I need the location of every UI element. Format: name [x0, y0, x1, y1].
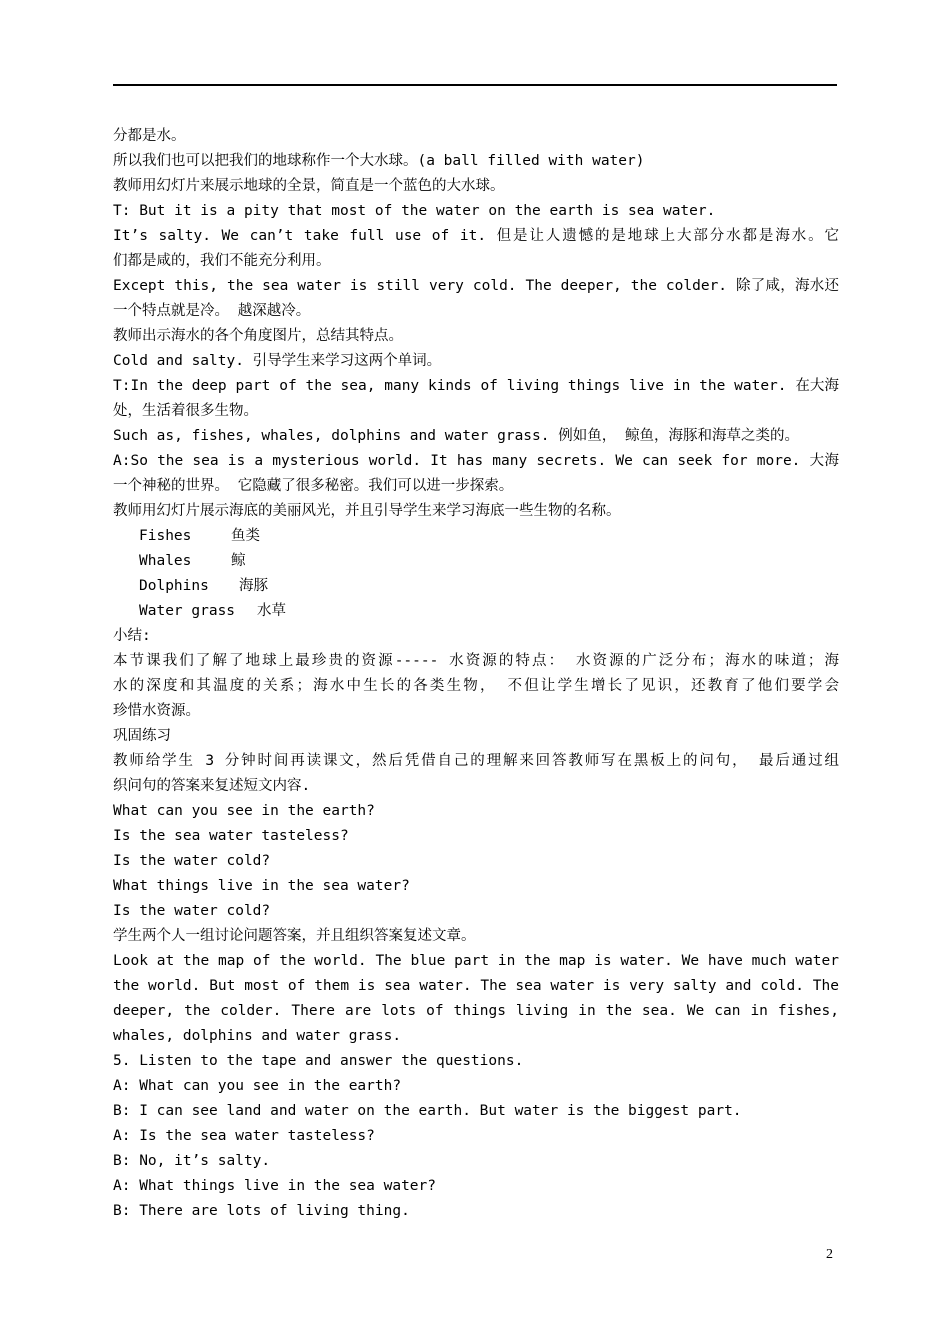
- text-line: 处，生活着很多生物。: [113, 403, 258, 419]
- text-line: 们都是咸的，我们不能充分利用。: [113, 253, 331, 269]
- text-line: 所以我们也可以把我们的地球称作一个大水球。(a ball filled with water): [113, 153, 645, 169]
- text-line: Look at the map of the world. The blue part in the map is water. We have much water: [113, 953, 839, 969]
- vocab-row: [113, 549, 839, 574]
- vocab-row: [113, 599, 839, 624]
- document-body: [113, 124, 839, 1224]
- vocab-english: Whales: [139, 553, 192, 569]
- text-line: Cold and salty. 引导学生来学习这两个单词。: [113, 353, 442, 369]
- section-heading: 巩固练习: [113, 728, 171, 744]
- text-line: It’s salty. We can’t take full use of it. 但是让人遗憾的是地球上大部分水都是海水。它: [113, 228, 839, 244]
- text-line: 本节课我们了解了地球上最珍贵的资源----- 水资源的特点： 水资源的广泛分布；海水的味道；海: [113, 653, 839, 669]
- vocab-chinese: 鱼类: [231, 528, 260, 544]
- dialogue-line: A: What things live in the sea water?: [113, 1178, 437, 1194]
- text-line: 5. Listen to the tape and answer the questions.: [113, 1053, 524, 1069]
- text-line: 一个神秘的世界。 它隐藏了很多秘密。我们可以进一步探索。: [113, 478, 514, 494]
- text-line: A:So the sea is a mysterious world. It has many secrets. We can seek for more. 大海: [113, 453, 839, 469]
- text-line: Except this, the sea water is still very cold. The deeper, the colder. 除了咸，海水还: [113, 278, 839, 294]
- vocab-chinese: 海豚: [239, 578, 268, 594]
- dialogue-line: B: No, it’s salty.: [113, 1153, 271, 1169]
- text-line: T:In the deep part of the sea, many kinds of living things live in the water. 在大海: [113, 378, 839, 394]
- vocab-row: [113, 574, 839, 599]
- text-line: 水的深度和其温度的关系；海水中生长的各类生物， 不但让学生增长了见识，还教育了他们要学会: [113, 678, 839, 694]
- page-number: 2: [826, 1247, 833, 1262]
- text-line: 织问句的答案来复述短文内容.: [113, 778, 311, 794]
- section-heading: 小结:: [113, 628, 151, 644]
- text-line: deeper, the colder. There are lots of things living in the sea. We can in fishes,: [113, 1003, 839, 1019]
- text-line: 珍惜水资源。: [113, 703, 200, 719]
- question-line: Is the sea water tasteless?: [113, 828, 349, 844]
- text-line: T: But it is a pity that most of the water on the earth is sea water.: [113, 203, 716, 219]
- question-line: What can you see in the earth?: [113, 803, 375, 819]
- vocab-row: [113, 524, 839, 549]
- vocab-english: Fishes: [139, 528, 192, 544]
- dialogue-line: B: There are lots of living thing.: [113, 1203, 410, 1219]
- dialogue-line: A: What can you see in the earth?: [113, 1078, 402, 1094]
- header-rule: [113, 84, 837, 86]
- text-line: 教师出示海水的各个角度图片，总结其特点。: [113, 328, 403, 344]
- text-line: whales, dolphins and water grass.: [113, 1028, 402, 1044]
- text-line: 学生两个人一组讨论问题答案，并且组织答案复述文章。: [113, 928, 476, 944]
- vocab-chinese: 鲸: [231, 553, 246, 569]
- question-line: What things live in the sea water?: [113, 878, 410, 894]
- text-line: Such as, fishes, whales, dolphins and water grass. 例如鱼， 鲸鱼，海豚和海草之类的。: [113, 428, 799, 444]
- text-line: 教师用幻灯片展示海底的美丽风光，并且引导学生来学习海底一些生物的名称。: [113, 503, 621, 519]
- vocab-english: Water grass: [139, 603, 236, 619]
- text-line: 分都是水。: [113, 128, 186, 144]
- vocab-english: Dolphins: [139, 578, 209, 594]
- question-line: Is the water cold?: [113, 903, 271, 919]
- vocab-chinese: 水草: [257, 603, 286, 619]
- text-line: 教师用幻灯片来展示地球的全景，简直是一个蓝色的大水球。: [113, 178, 505, 194]
- question-line: Is the water cold?: [113, 853, 271, 869]
- dialogue-line: A: Is the sea water tasteless?: [113, 1128, 375, 1144]
- dialogue-line: B: I can see land and water on the earth. But water is the biggest part.: [113, 1103, 742, 1119]
- text-line: 教师给学生 3 分钟时间再读课文，然后凭借自己的理解来回答教师写在黑板上的问句， 最后通过组: [113, 753, 839, 769]
- text-line: 一个特点就是冷。 越深越冷。: [113, 303, 311, 319]
- text-line: the world. But most of them is sea water. The sea water is very salty and cold. The: [113, 978, 839, 994]
